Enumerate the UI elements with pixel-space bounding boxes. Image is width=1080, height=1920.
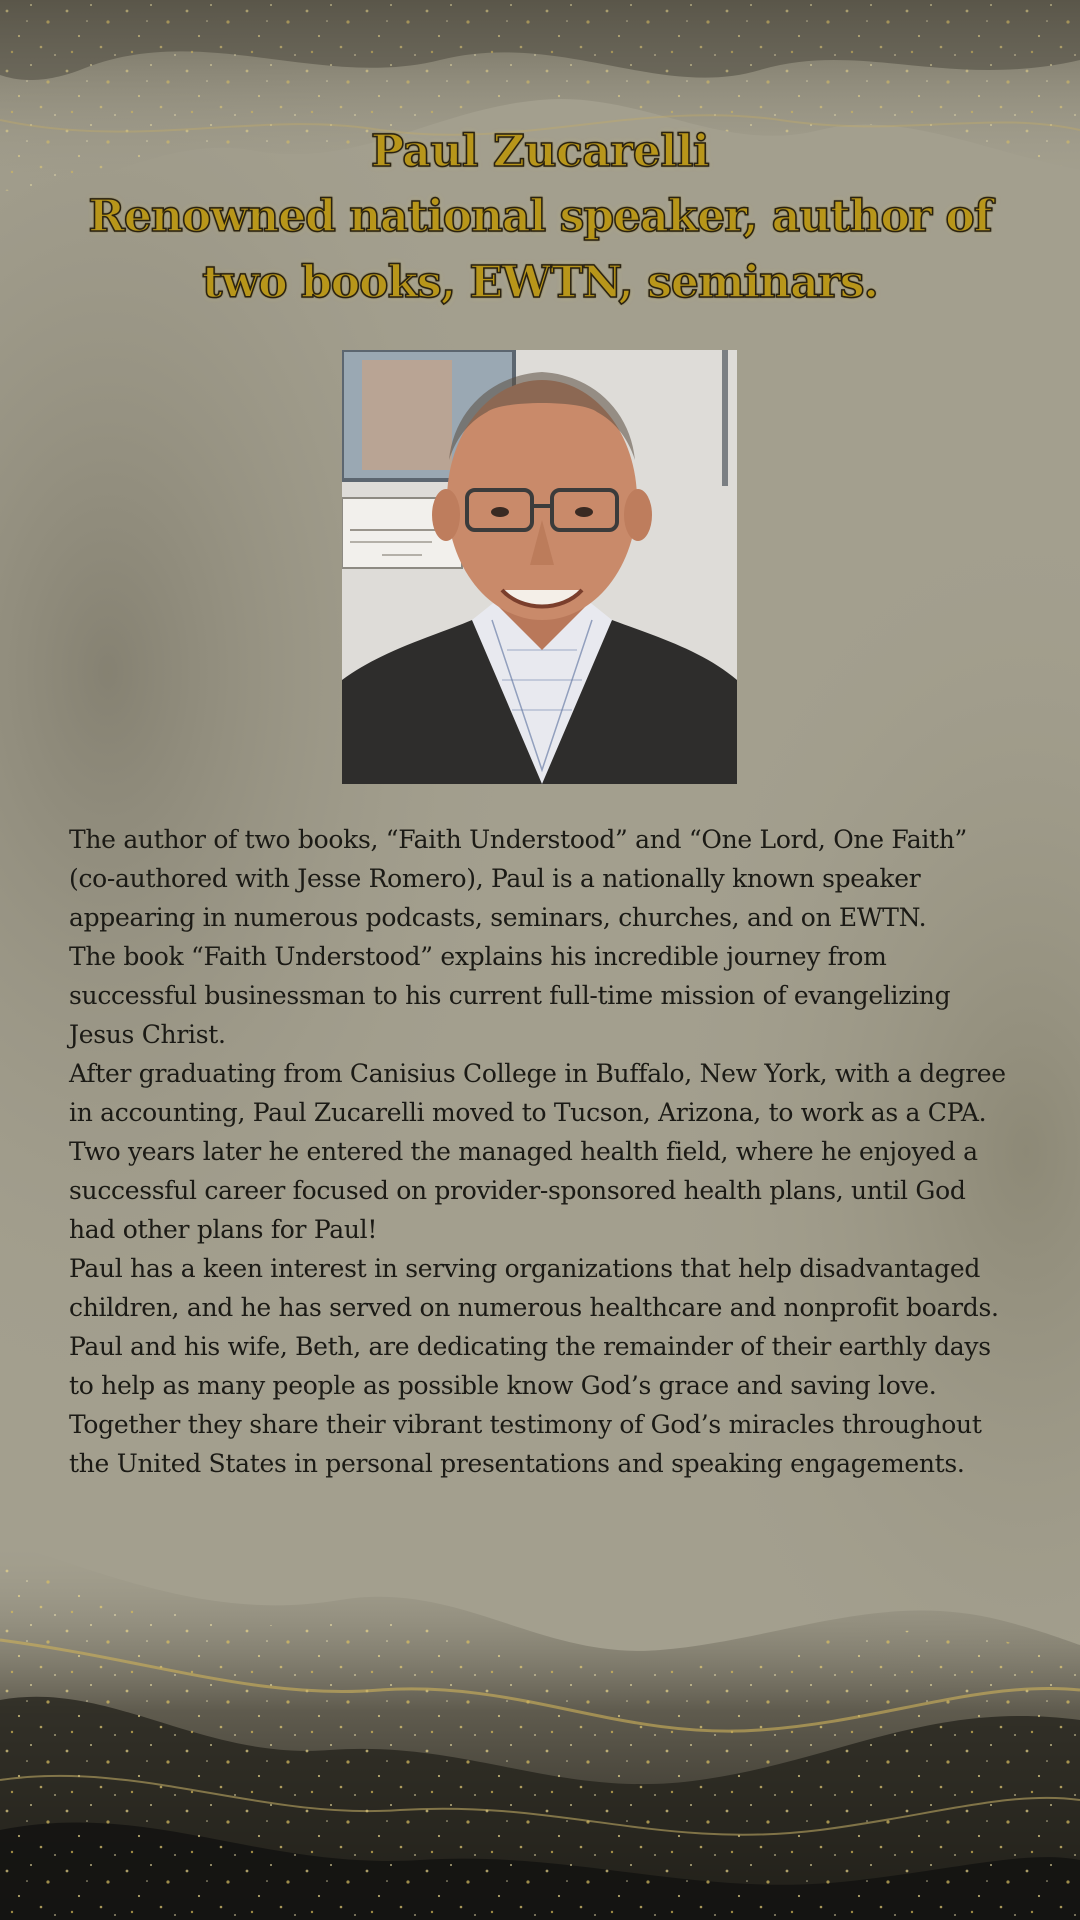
bio-paragraph: The author of two books, “Faith Understood” and “One Lord, One Faith” (co-authored with Jesse Romero), Paul is a nationally known speaker appearing in numerous podcasts, seminars, churches, and on EWTN.	[69, 825, 968, 932]
portrait-icon	[342, 350, 737, 784]
biography-text	[69, 820, 1019, 1483]
speaker-photo	[342, 350, 737, 784]
speaker-tagline: Renowned national speaker, author of two books, EWTN, seminars.	[88, 191, 992, 308]
bio-paragraph: The book “Faith Understood” explains his incredible journey from successful businessman to his current full-time mission of evangelizing Jesus Christ.	[69, 942, 951, 1049]
speaker-name: Paul Zucarelli	[370, 126, 710, 177]
page-header	[40, 120, 1040, 316]
bio-paragraph: After graduating from Canisius College in Buffalo, New York, with a degree in accounting, Paul Zucarelli moved to Tucson, Arizona, to work as a CPA. Two years later he entered the managed health field, where he enjoyed a successful career focused on provider-sponsored health plans, until God had other plans for Paul!	[69, 1059, 1006, 1244]
bio-paragraph: Paul has a keen interest in serving organizations that help disadvantaged children, and he has served on numerous healthcare and nonprofit boards. Paul and his wife, Beth, are dedicating the remainder of their earthly days to help as many people as possible know God’s grace and saving love. Together they share their vibrant testimony of God’s miracles throughout the United States in personal presentations and speaking engagements.	[69, 1254, 999, 1478]
